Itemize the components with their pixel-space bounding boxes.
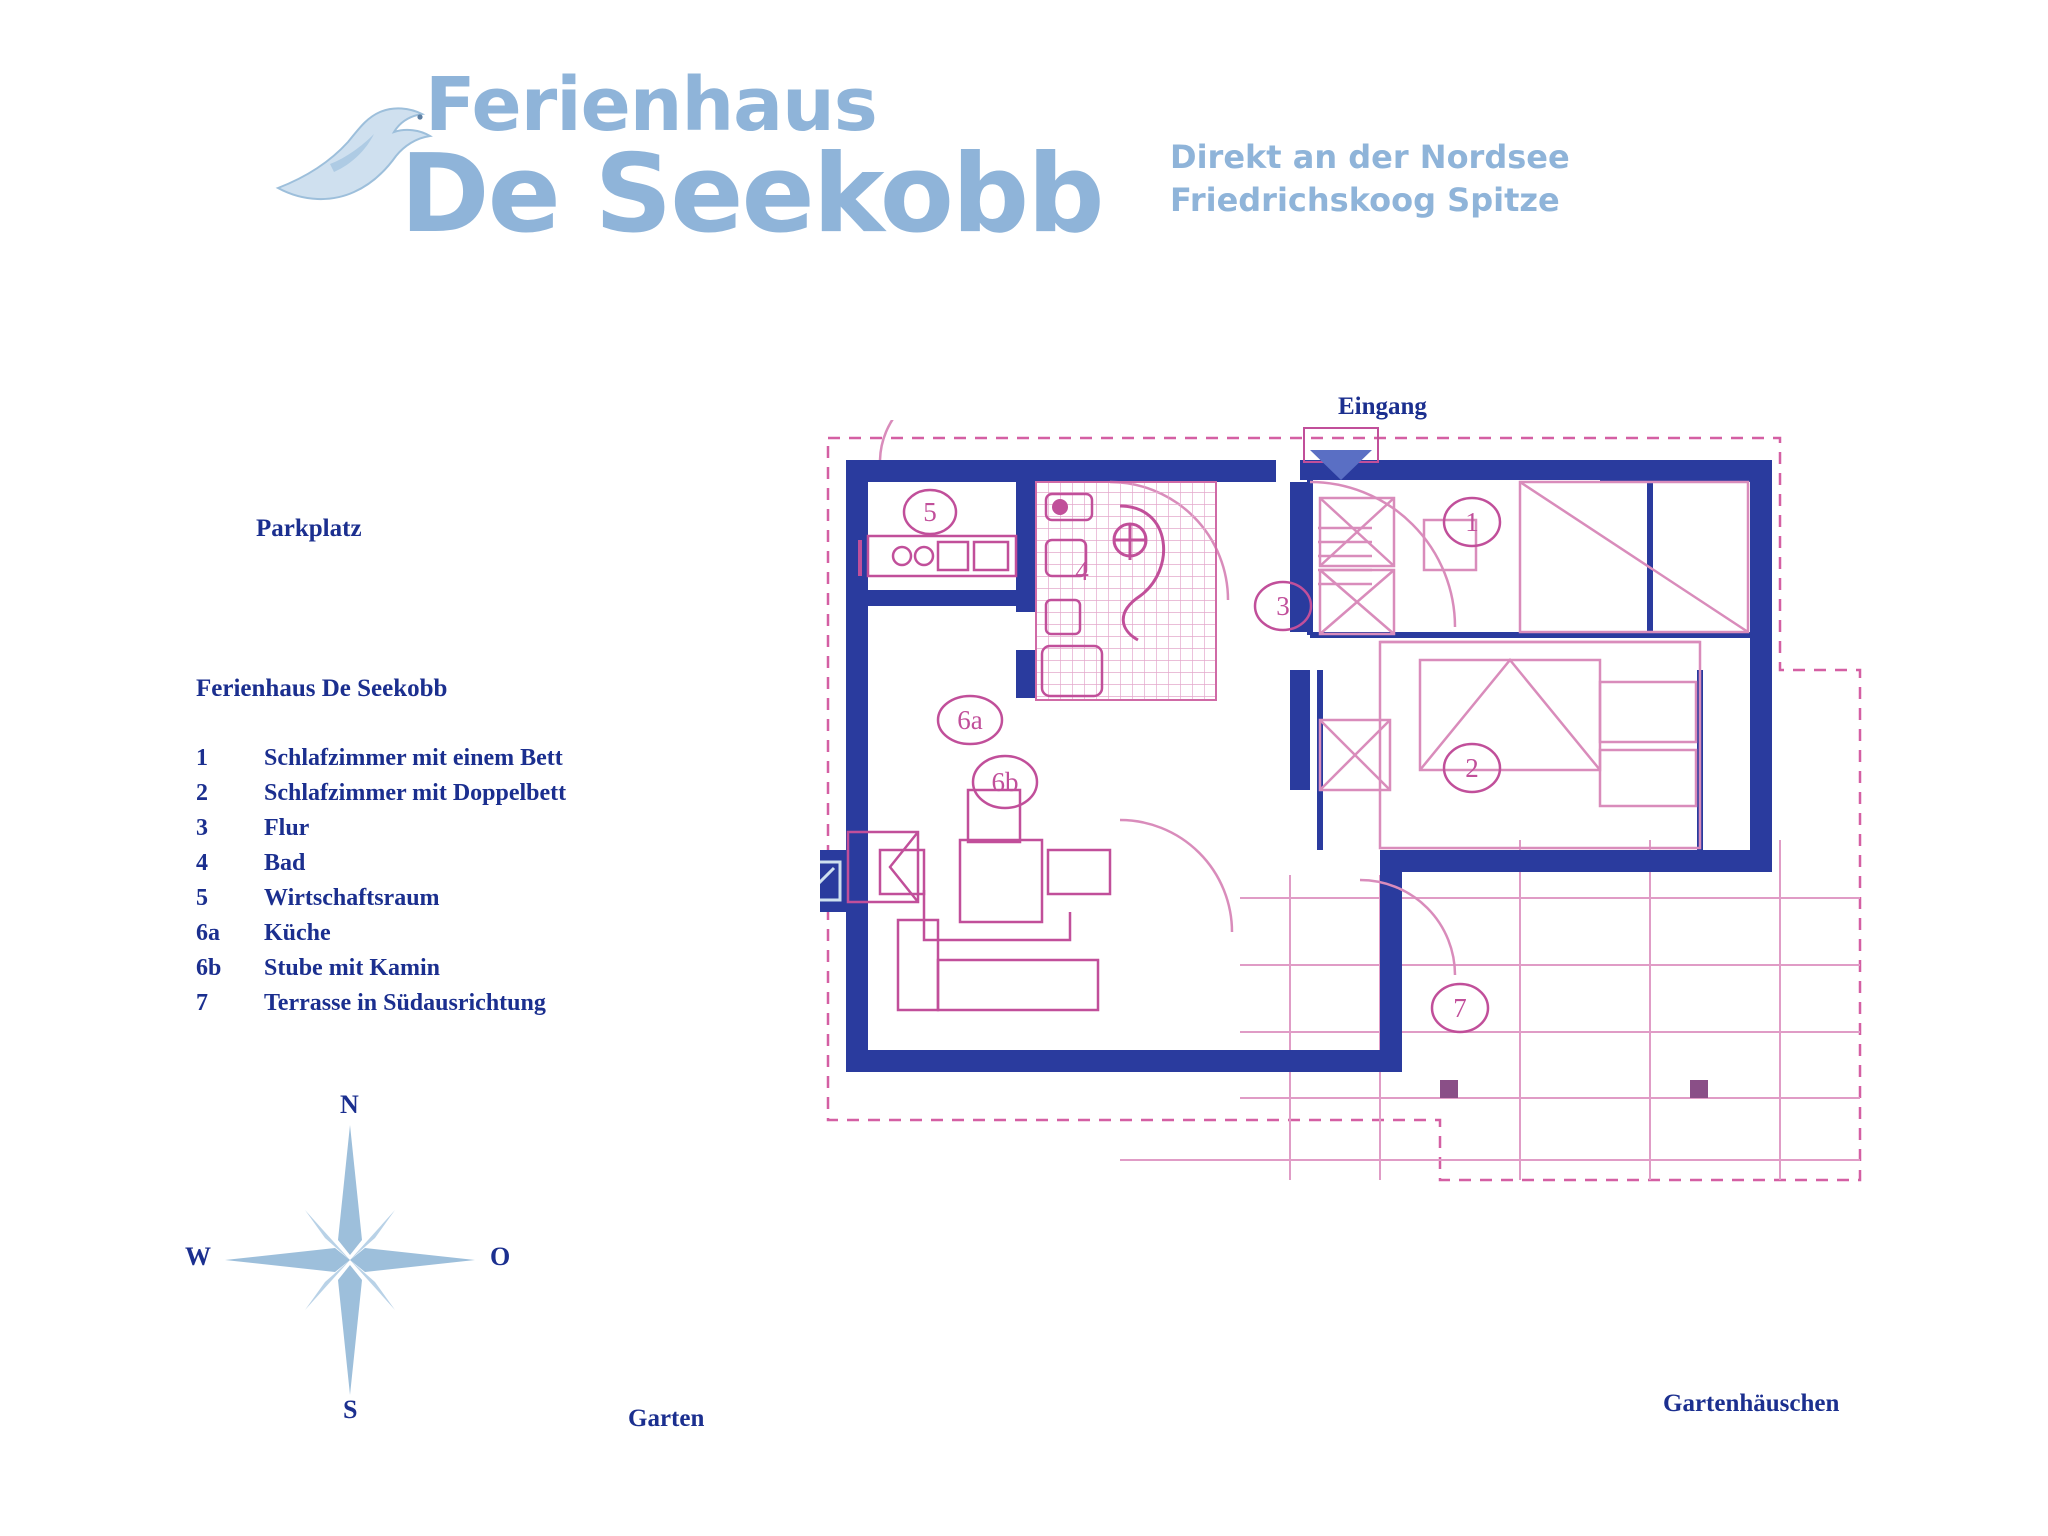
legend-item-2 (196, 776, 756, 811)
terrace-paving-grid (1120, 840, 1860, 1180)
compass-south: S (343, 1395, 358, 1424)
legend-key: 5 (196, 885, 208, 911)
kitchen-fixtures (860, 536, 1016, 576)
label-parkplatz: Parkplatz (256, 515, 362, 542)
legend-item-4 (196, 846, 756, 881)
room-marker-4: 4 (1075, 556, 1089, 586)
legend-label: Bad (264, 850, 306, 876)
room-marker-5: 5 (923, 497, 937, 527)
legend-label: Flur (264, 815, 310, 841)
legend-item-7 (196, 986, 756, 1021)
room-marker-7: 7 (1453, 993, 1467, 1023)
legend-title: Ferienhaus De Seekobb (196, 675, 448, 702)
legend-key: 1 (196, 745, 208, 771)
legend-key: 6a (196, 920, 220, 946)
legend-item-6b (196, 951, 756, 986)
legend (196, 675, 756, 1021)
legend-key: 4 (196, 850, 208, 876)
page-title (400, 62, 1103, 258)
tagline (1170, 136, 1570, 222)
legend-key: 2 (196, 780, 208, 806)
label-eingang: Eingang (1338, 393, 1427, 420)
room-marker-2: 2 (1465, 753, 1479, 783)
legend-label: Küche (264, 920, 331, 946)
compass-rose (185, 1090, 515, 1430)
legend-key: 3 (196, 815, 208, 841)
compass-east: O (490, 1242, 511, 1271)
legend-key: 6b (196, 955, 222, 981)
legend-label: Schlafzimmer mit Doppelbett (264, 780, 567, 806)
floorplan-diagram (820, 420, 1880, 1320)
room-marker-6a: 6a (957, 705, 983, 735)
label-gartenhaeuschen: Gartenhäuschen (1663, 1390, 1840, 1417)
bedroom-1-furniture (1318, 482, 1748, 634)
label-garten: Garten (628, 1405, 705, 1432)
legend-label: Schlafzimmer mit einem Bett (264, 745, 563, 771)
compass-rose-icon (185, 1090, 515, 1430)
bathroom-area (1036, 482, 1216, 700)
page-header (260, 62, 1760, 290)
compass-west: W (185, 1242, 211, 1271)
legend-label: Stube mit Kamin (264, 955, 441, 981)
legend-item-6a (196, 916, 756, 951)
room-marker-6b: 6b (991, 767, 1019, 797)
legend-item-3 (196, 811, 756, 846)
legend-item-1 (196, 741, 756, 776)
bedroom-2-furniture (1320, 642, 1700, 848)
tagline-line-2: Friedrichskoog Spitze (1170, 181, 1560, 220)
legend-key: 7 (196, 990, 208, 1016)
living-room-furniture (880, 790, 1110, 1010)
brand-line-1: Ferienhaus (425, 62, 877, 148)
compass-north: N (340, 1090, 359, 1119)
legend-label: Wirtschaftsraum (264, 885, 440, 911)
room-marker-3: 3 (1276, 591, 1290, 621)
brand-line-2: De Seekobb (400, 132, 1103, 258)
tagline-line-1: Direkt an der Nordsee (1170, 138, 1570, 176)
room-marker-1: 1 (1465, 507, 1479, 537)
legend-item-5 (196, 881, 756, 916)
legend-label: Terrasse in Südausrichtung (264, 990, 546, 1016)
